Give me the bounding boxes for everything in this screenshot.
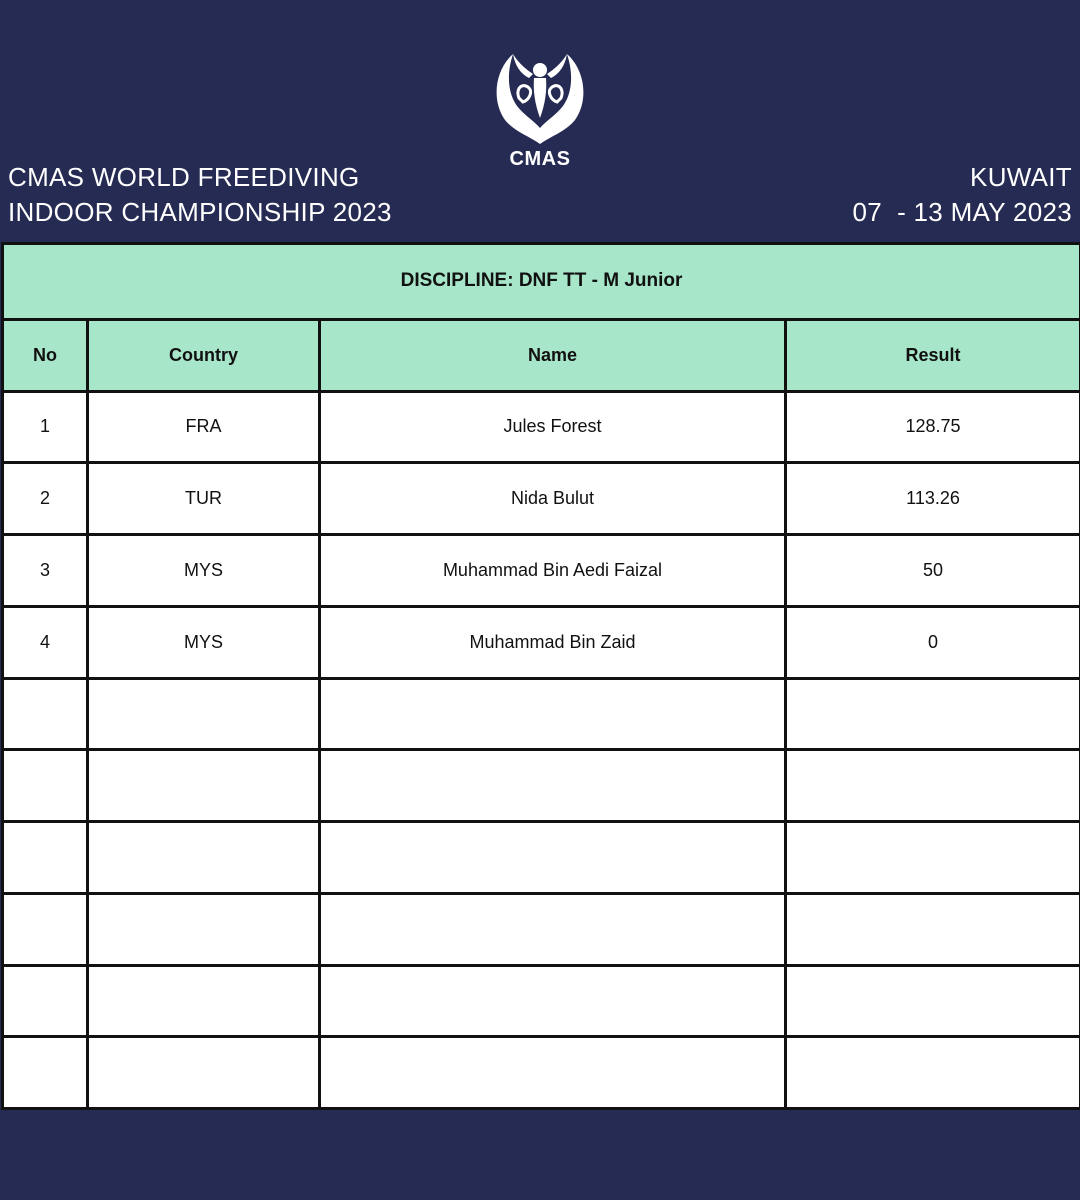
table-row xyxy=(3,822,1080,894)
table-row xyxy=(3,463,1080,535)
cell-no xyxy=(3,822,88,894)
cell-country xyxy=(88,893,320,965)
cell-no xyxy=(3,965,88,1037)
table-row xyxy=(3,678,1080,750)
cell-country: TUR xyxy=(88,463,320,535)
table-row xyxy=(3,893,1080,965)
event-title-line1: CMAS WORLD FREEDIVING xyxy=(8,162,360,192)
column-header-no: No xyxy=(3,319,88,391)
column-header-name: Name xyxy=(320,319,786,391)
cell-no: 2 xyxy=(3,463,88,535)
cell-result: 128.75 xyxy=(786,391,1080,463)
cell-result xyxy=(786,893,1080,965)
cmas-logo xyxy=(489,48,591,176)
cell-name xyxy=(320,750,786,822)
results-table xyxy=(1,242,1080,1110)
cell-result: 113.26 xyxy=(786,463,1080,535)
cell-result: 0 xyxy=(786,606,1080,678)
table-row xyxy=(3,965,1080,1037)
cell-country: MYS xyxy=(88,606,320,678)
table-header-row xyxy=(3,319,1080,391)
cell-name xyxy=(320,965,786,1037)
discipline-row xyxy=(3,244,1080,320)
table-row xyxy=(3,606,1080,678)
cell-no xyxy=(3,893,88,965)
cell-no: 4 xyxy=(3,606,88,678)
cell-name xyxy=(320,1037,786,1109)
cell-name: Jules Forest xyxy=(320,391,786,463)
cell-no xyxy=(3,750,88,822)
cell-result: 50 xyxy=(786,535,1080,607)
cell-name xyxy=(320,822,786,894)
cell-country xyxy=(88,822,320,894)
page-header xyxy=(0,0,1080,242)
cell-result xyxy=(786,1037,1080,1109)
cell-no xyxy=(3,1037,88,1109)
cell-country xyxy=(88,750,320,822)
column-header-result: Result xyxy=(786,319,1080,391)
cell-name xyxy=(320,893,786,965)
cell-country: MYS xyxy=(88,535,320,607)
event-title xyxy=(8,160,392,230)
table-row xyxy=(3,391,1080,463)
cell-name: Muhammad Bin Zaid xyxy=(320,606,786,678)
event-location-dates xyxy=(853,160,1073,230)
column-header-country: Country xyxy=(88,319,320,391)
event-title-line2: INDOOR CHAMPIONSHIP 2023 xyxy=(8,197,392,227)
cell-no: 3 xyxy=(3,535,88,607)
cell-country xyxy=(88,965,320,1037)
event-location: KUWAIT xyxy=(970,162,1072,192)
cell-country xyxy=(88,1037,320,1109)
cell-no: 1 xyxy=(3,391,88,463)
cell-name: Muhammad Bin Aedi Faizal xyxy=(320,535,786,607)
cell-country xyxy=(88,678,320,750)
table-row xyxy=(3,750,1080,822)
cell-country: FRA xyxy=(88,391,320,463)
cell-name: Nida Bulut xyxy=(320,463,786,535)
logo-text: CMAS xyxy=(509,148,571,170)
cell-result xyxy=(786,822,1080,894)
mermaid-emblem-icon xyxy=(489,48,591,148)
event-dates: 07 - 13 MAY 2023 xyxy=(852,197,1072,227)
table-row xyxy=(3,1037,1080,1109)
cell-name xyxy=(320,678,786,750)
cell-result xyxy=(786,965,1080,1037)
cell-result xyxy=(786,678,1080,750)
cell-no xyxy=(3,678,88,750)
cell-result xyxy=(786,750,1080,822)
discipline-title: DISCIPLINE: DNF TT - M Junior xyxy=(3,244,1080,320)
table-row xyxy=(3,535,1080,607)
